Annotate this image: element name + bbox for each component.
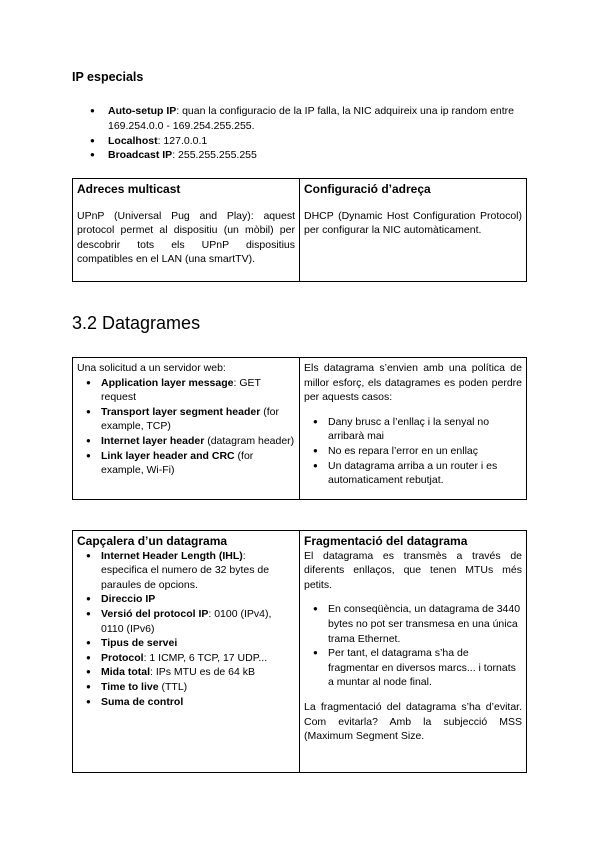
item-term: Internet Header Length (IHL) [101,549,243,562]
item-text: : 1 ICMP, 6 TCP, 17 UDP... [143,651,268,664]
item-text: : GET request [101,376,261,404]
list-item [77,405,295,434]
list-item [77,549,295,593]
item-term: Suma de control [101,695,184,708]
cell-intro: Una solicitud a un servidor web: [77,362,226,374]
datagrames-table [72,357,527,500]
item-text: (for example, Wi-Fi) [101,449,254,477]
best-effort-cell [300,358,527,500]
list-item: ● Dany brusc a l’enllaç i la senyal no arribarà mai [304,415,522,444]
item-term: Localhost [108,134,158,147]
list-item [77,695,295,710]
ip-especials-heading: IP especials [72,70,144,84]
list-item: ● Un datagrama arriba a un router i es automaticament rebutjat. [304,459,522,488]
list-item: ● En conseqüència, un datagrama de 3440 bytes no pot ser transmesa en una única trama Ethernet. [304,602,522,646]
item-term: Protocol [101,651,144,664]
ip-especials-list [88,104,526,163]
address-config-cell [300,179,527,282]
list-item [77,680,295,695]
list-item [77,434,295,449]
list-item: ● No es repara l’error en un enllaç [304,444,522,459]
item-term: Application layer message [101,376,234,389]
item-text: (datagram header) [204,434,295,447]
cell-title: Adreces multicast [77,182,181,196]
item-term: Internet layer header [101,434,205,447]
item-term: Link layer header and CRC [101,449,235,462]
cell-title: Configuració d’adreça [304,182,431,196]
multicast-cell [73,179,300,282]
list-item [88,148,526,163]
item-term: Broadcast IP [108,149,173,162]
list-item [77,376,295,405]
cell-outro: La fragmentació del datagrama s’ha d’evitar. Com evitarla? Amb la subjecció MSS (Maximum Segment Size. [304,700,522,743]
item-text: (TTL) [158,680,188,693]
item-term: Mida total [101,666,150,679]
cell-intro: Els datagrama s’envien amb una política de millor esforç, els datagrames es poden perdre per aquests casos: [304,362,522,404]
item-text: : quan la configuracio de la IP falla, la NIC adquireix una ip random entre 169.254.0.0 - 169.254.255.255. [108,105,515,132]
cell-title: Capçalera d’un datagrama [77,534,228,548]
item-term: Time to live [101,680,159,693]
item-term: Transport layer segment header [101,405,261,418]
list-item [77,636,295,651]
list-item: ● Per tant, el datagrama s’ha de fragmentar en diversos marcs... i tornats a muntar al node final. [304,646,522,690]
header-fragmentation-table [72,530,527,773]
list-item [77,607,295,636]
datagram-header-cell [73,531,300,773]
cell-title: Fragmentació del datagrama [304,534,468,548]
fragmentation-cell [300,531,527,773]
item-text: : 255.255.255.255 [172,149,257,162]
item-text: : 127.0.0.1 [157,134,208,147]
item-term: Auto-setup IP [108,105,177,117]
list-item [88,134,526,149]
item-text: : 0100 (IPv4), 0110 (IPv6) [101,607,272,635]
cell-text: UPnP (Universal Pug and Play): aquest protocol permet al dispositiu (un mòbil) per descobrir tots els UPnP dispositius compatibles en el LAN (una smartTV). [77,209,295,266]
list-item [77,592,295,607]
item-text: (for example, TCP) [101,405,279,433]
list-item [77,665,295,680]
cell-intro: El datagrama es transmès a través de diferents enllaços, que tenen MTUs més petits. [304,549,522,591]
list-item [88,104,526,134]
section-heading: 3.2 Datagrames [72,313,201,333]
item-term: Direccio IP [101,593,156,606]
item-text: : IPs MTU es de 64 kB [150,666,256,679]
item-text: : especifica el numero de 32 bytes de paraules de opcions. [101,549,270,591]
multicast-config-table [72,178,527,282]
list-item [77,651,295,666]
cell-text: DHCP (Dynamic Host Configuration Protocol) per configurar la NIC automàticament. [304,209,522,237]
item-term: Versió del protocol IP [101,607,209,620]
list-item [77,449,295,478]
item-term: Tipus de servei [101,637,178,650]
web-request-cell [73,358,300,500]
